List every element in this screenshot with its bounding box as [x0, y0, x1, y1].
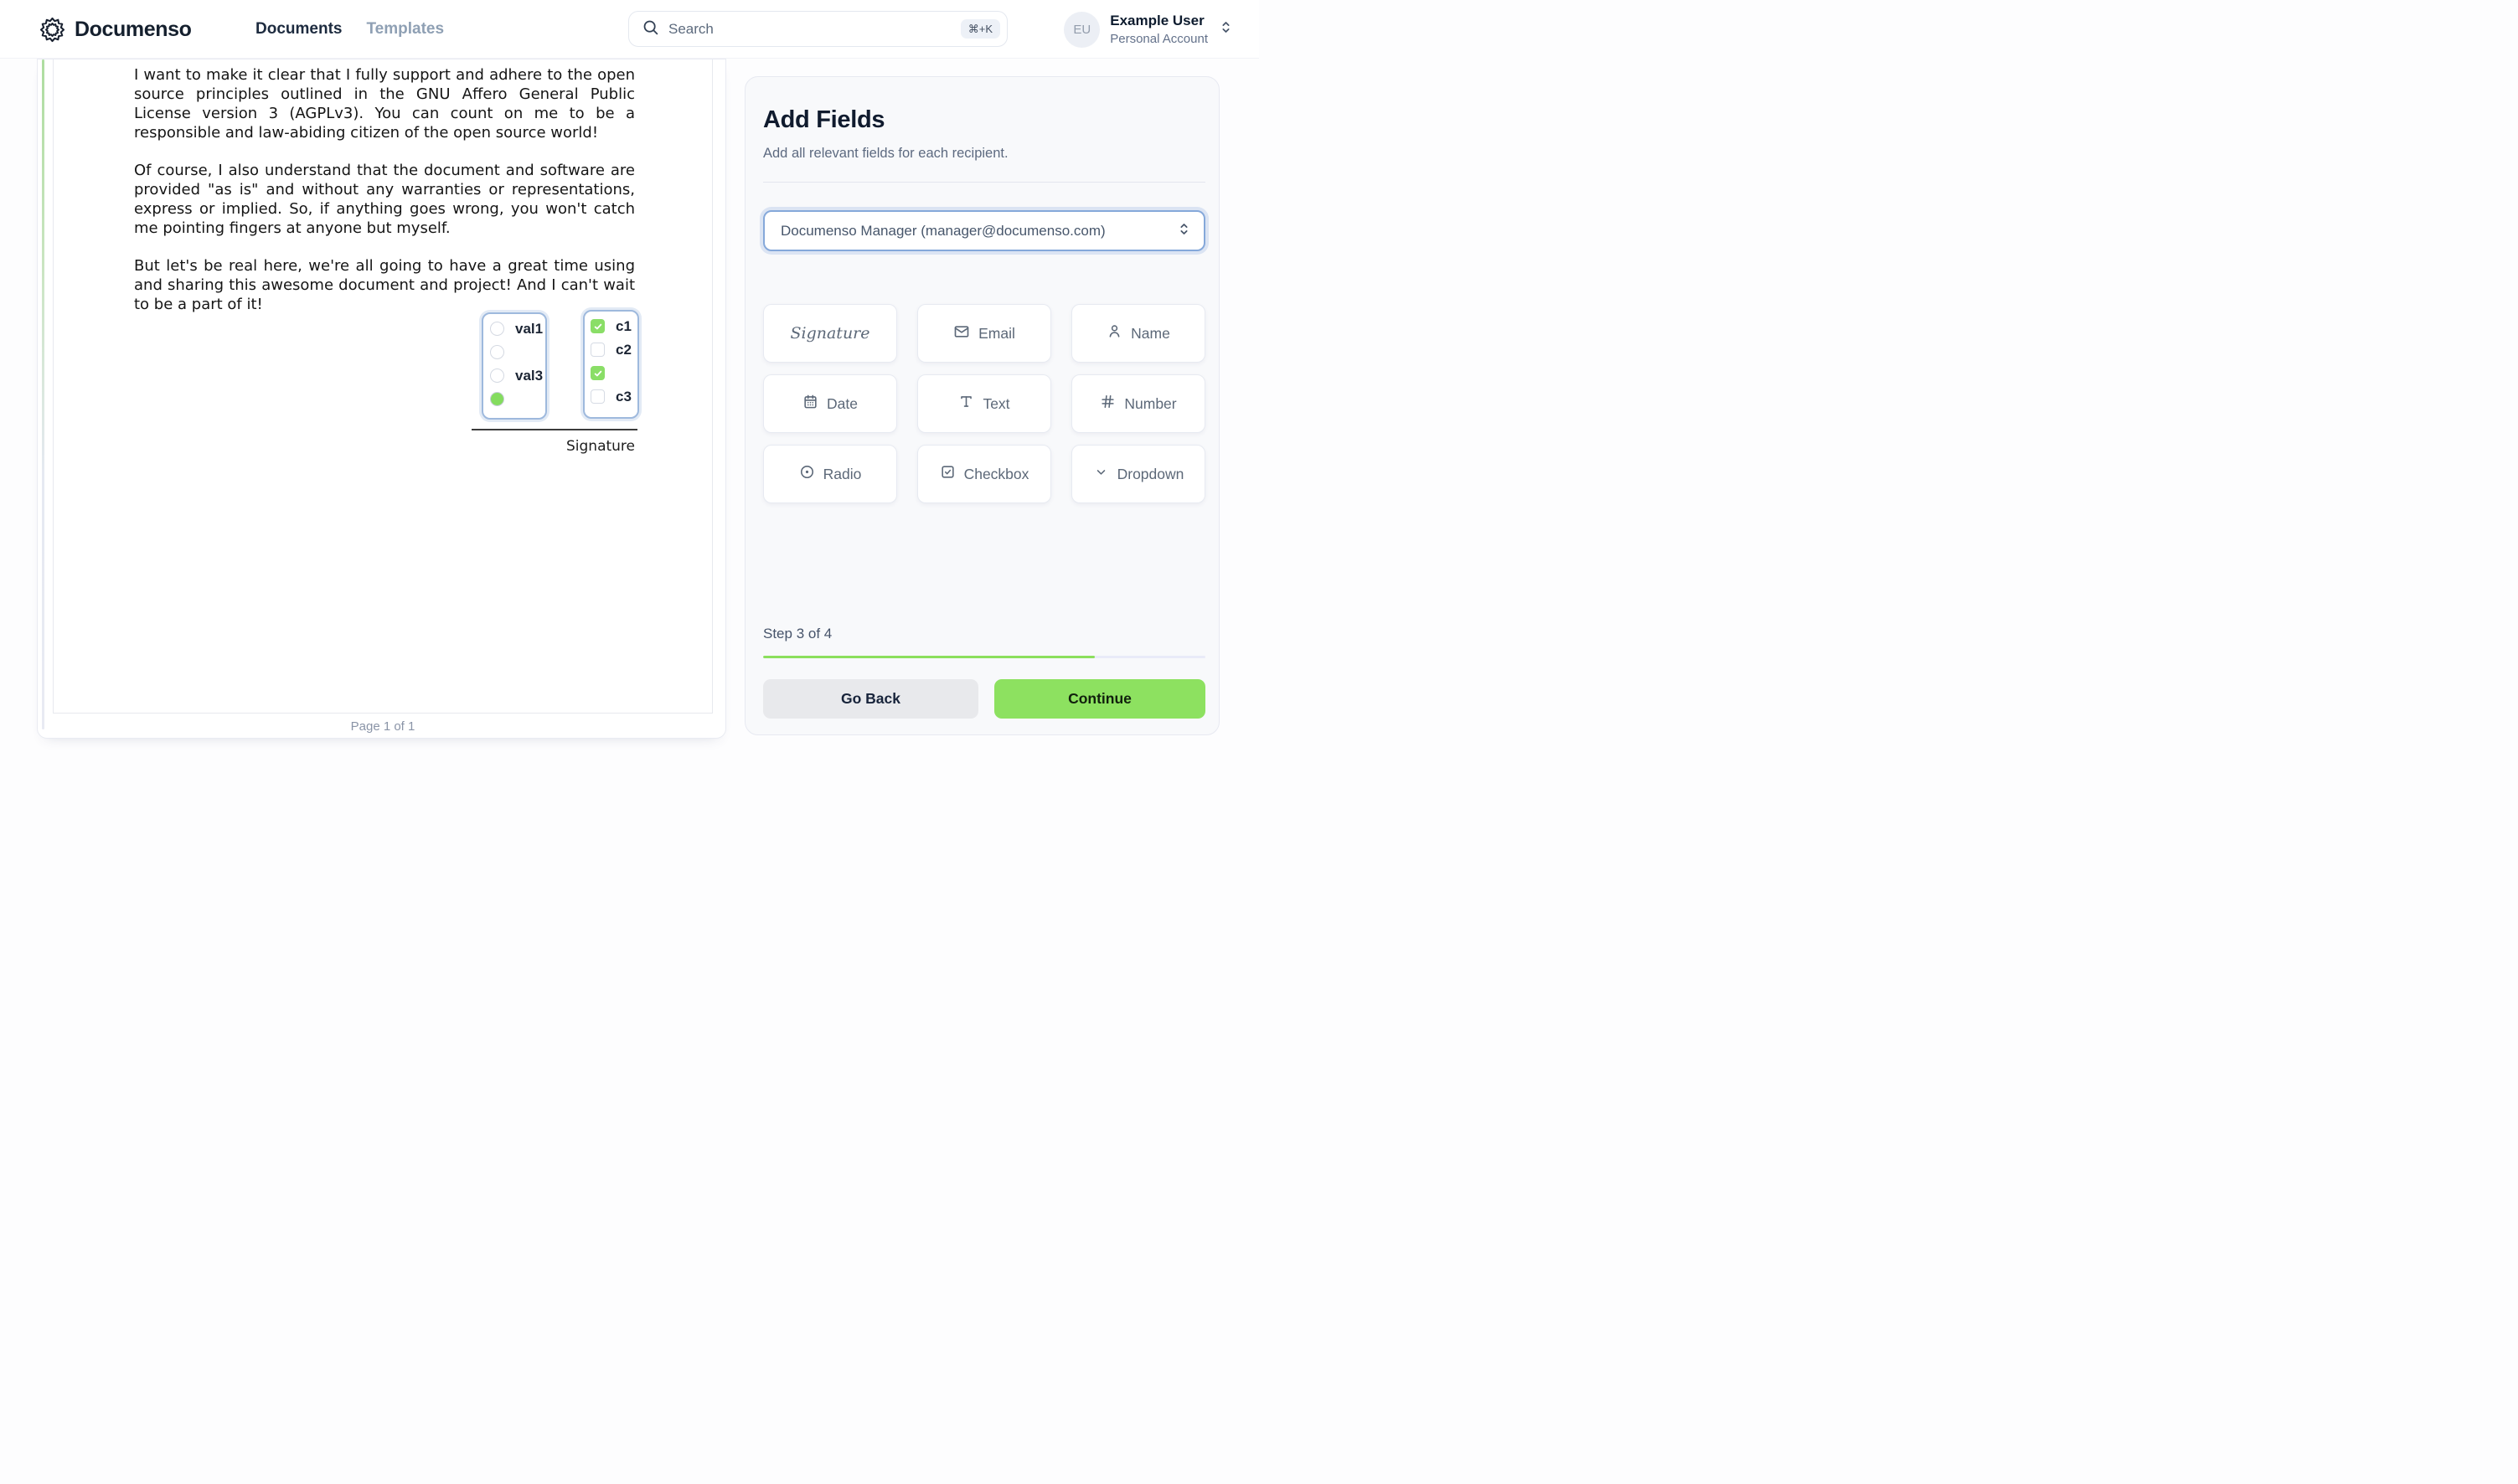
- document-viewer-card: [37, 59, 726, 739]
- mail-icon: [953, 323, 970, 344]
- checkbox-option-label: c3: [616, 388, 632, 404]
- hash-icon: [1100, 394, 1116, 414]
- signature-cursive: Signature: [790, 324, 870, 343]
- document-paragraph: But let's be real here, we're all going to have a great time using and sharing this awesome document and project! And I can't wait to be a part of it!: [134, 257, 635, 313]
- documenso-logo[interactable]: [39, 0, 191, 59]
- page-indicator: Page 1 of 1: [350, 719, 415, 734]
- field-button-text[interactable]: [917, 374, 1051, 433]
- field-button-label: Text: [983, 394, 1010, 412]
- radio-option-label: val3: [515, 367, 544, 384]
- user-menu[interactable]: [1064, 11, 1234, 48]
- radio-input[interactable]: [490, 368, 504, 383]
- signature-line: [472, 429, 637, 430]
- checkbox-input[interactable]: [591, 343, 605, 357]
- field-button-email[interactable]: [917, 304, 1051, 363]
- brand-title: Documenso: [75, 17, 192, 41]
- radio-option: [490, 368, 545, 383]
- user-info: [1110, 13, 1208, 46]
- panel-divider: [763, 182, 1205, 183]
- progress-fill: [763, 656, 1095, 658]
- circle-dot-icon: [799, 464, 815, 484]
- recipient-selector-value: Documenso Manager (manager@documenso.com): [781, 222, 1106, 239]
- progress-bar: [763, 656, 1205, 658]
- avatar: EU: [1064, 12, 1100, 48]
- recipient-selector[interactable]: [763, 210, 1205, 251]
- field-type-grid: [763, 304, 1205, 503]
- type-icon: [958, 394, 974, 414]
- checkbox-option-label: c2: [616, 341, 632, 358]
- radio-option: [490, 322, 545, 336]
- field-button-label: Email: [978, 324, 1015, 342]
- checkbox-field-group[interactable]: [583, 310, 639, 419]
- field-button-label: Date: [827, 394, 858, 412]
- radio-field-group[interactable]: [482, 312, 547, 420]
- chevrons-up-down-icon: [1218, 19, 1234, 39]
- user-account-type: Personal Account: [1110, 31, 1208, 46]
- document-paragraph: I want to make it clear that I fully support and adhere to the open source principles outlined in the GNU Affero General Public License version 3 (AGPLv3). You can count on me to be a responsible and law-abiding citizen of the open source world!: [134, 66, 635, 142]
- field-button-label: Dropdown: [1117, 465, 1184, 482]
- field-button-label: Radio: [823, 465, 862, 482]
- top-navbar: [0, 0, 1259, 59]
- radio-option-label: val1: [515, 320, 544, 337]
- panel-title: Add Fields: [763, 106, 885, 133]
- pdf-page: [53, 59, 713, 714]
- step-indicator: Step 3 of 4: [763, 626, 833, 642]
- radio-option: [490, 345, 545, 359]
- document-text: [54, 59, 712, 314]
- checkbox-option: [591, 366, 637, 380]
- documenso-logo-icon: [39, 17, 65, 43]
- add-fields-panel: [745, 76, 1220, 735]
- user-name: Example User: [1110, 13, 1205, 29]
- field-button-name[interactable]: [1071, 304, 1205, 363]
- search-input[interactable]: [628, 11, 1008, 47]
- nav-link-templates[interactable]: Templates: [366, 20, 445, 38]
- field-button-radio[interactable]: [763, 445, 897, 503]
- chevrons-up-down-icon: [1176, 221, 1192, 241]
- field-button-signature[interactable]: [763, 304, 897, 363]
- panel-subtitle: Add all relevant fields for each recipient.: [763, 146, 1009, 161]
- go-back-button[interactable]: Go Back: [763, 679, 978, 719]
- nav-link-documents[interactable]: Documents: [255, 20, 343, 38]
- calendar-icon: [802, 394, 818, 414]
- field-button-checkbox[interactable]: [917, 445, 1051, 503]
- radio-input[interactable]: [490, 322, 504, 336]
- checkbox-option-label: c1: [616, 317, 632, 334]
- chevron-down-icon: [1093, 464, 1109, 484]
- signature-line-label: Signature: [565, 438, 635, 455]
- field-button-dropdown[interactable]: [1071, 445, 1205, 503]
- continue-button[interactable]: Continue: [994, 679, 1205, 719]
- field-button-date[interactable]: [763, 374, 897, 433]
- checkbox-input[interactable]: [591, 389, 605, 404]
- radio-input[interactable]: [490, 392, 504, 406]
- search-icon: [642, 18, 659, 40]
- search-shortcut-badge: ⌘+K: [961, 19, 1000, 39]
- radio-input[interactable]: [490, 345, 504, 359]
- user-icon: [1107, 323, 1122, 343]
- checkbox-input[interactable]: [591, 319, 605, 333]
- main-nav: [255, 0, 444, 59]
- document-paragraph: Of course, I also understand that the document and software are provided "as is" and without any warranties or representations, express or implied. So, if anything goes wrong, you won't catch me pointing fingers at anyone but myself.: [134, 162, 635, 237]
- checkbox-option: [591, 389, 637, 404]
- radio-option: [490, 392, 545, 406]
- field-button-label: Number: [1124, 394, 1177, 412]
- search-placeholder: Search: [668, 20, 714, 37]
- square-check-icon: [940, 464, 956, 484]
- document-accent-border: [42, 59, 44, 729]
- field-button-label: Checkbox: [963, 465, 1029, 482]
- field-button-label: Name: [1131, 324, 1170, 342]
- checkbox-option: [591, 343, 637, 357]
- panel-actions: [763, 679, 1205, 719]
- field-button-number[interactable]: [1071, 374, 1205, 433]
- checkbox-input[interactable]: [591, 366, 605, 380]
- checkbox-option: [591, 319, 637, 333]
